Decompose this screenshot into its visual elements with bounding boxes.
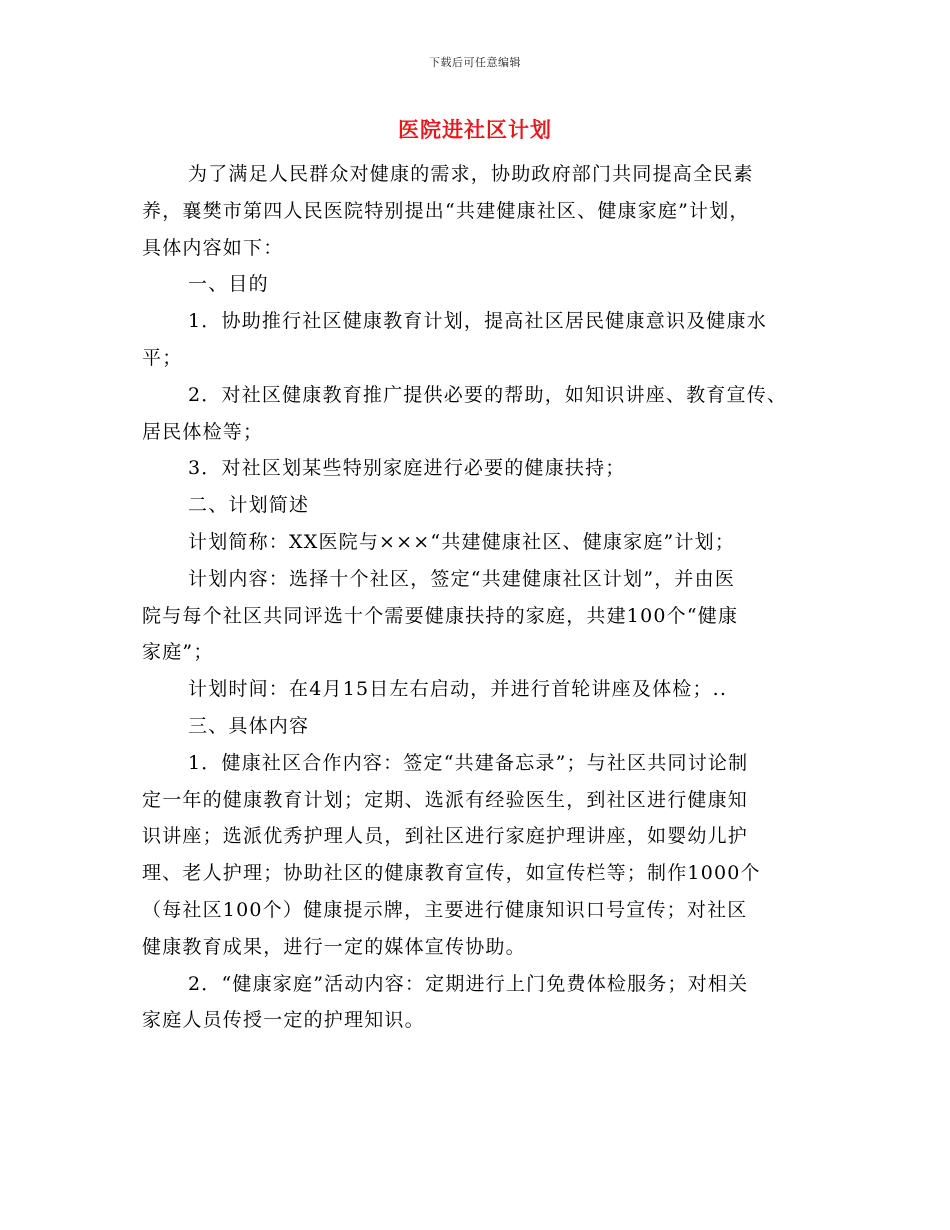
body-line: 计划时间：在4月15日左右启动，并进行首轮讲座及体检；.. [188, 678, 728, 701]
body-line: 居民体检等； [142, 420, 264, 443]
document-title: 医院进社区计划 [398, 117, 552, 142]
body-line: 家庭人员传授一定的护理知识。 [142, 1009, 425, 1032]
document-body [142, 156, 822, 1039]
body-line: 1．协助推行社区健康教育计划，提高社区居民健康意识及健康水 [188, 310, 767, 333]
body-line: 院与每个社区共同评选十个需要健康扶持的家庭，共建100个“健康 [142, 604, 739, 627]
body-line: 3．对社区划某些特别家庭进行必要的健康扶持； [188, 457, 626, 480]
body-line: 2．对社区健康教育推广提供必要的帮助，如知识讲座、教育宣传、 [188, 383, 788, 406]
body-line: 为了满足人民群众对健康的需求，协助政府部门共同提高全民素 [188, 163, 754, 185]
body-line: 1．健康社区合作内容：签定“共建备忘录”；与社区共同讨论制 [188, 751, 749, 774]
body-line: 平； [142, 346, 183, 369]
body-line: 定一年的健康教育计划；定期、选派有经验医生，到社区进行健康知 [142, 788, 749, 811]
body-line: 养，襄樊市第四人民医院特别提出“共建健康社区、健康家庭”计划， [142, 199, 750, 222]
section-heading: 三、具体内容 [188, 714, 310, 737]
body-line: 具体内容如下： [142, 236, 284, 259]
body-line: 计划简称：XX医院与×××“共建健康社区、健康家庭”计划； [188, 530, 736, 553]
body-line: 2．“健康家庭”活动内容：定期进行上门免费体检服务；对相关 [188, 972, 749, 995]
body-line: 健康教育成果，进行一定的媒体宣传协助。 [142, 935, 526, 958]
body-line: 识讲座；选派优秀护理人员，到社区进行家庭护理讲座，如婴幼儿护 [142, 825, 749, 848]
section-heading: 二、计划简述 [188, 494, 310, 517]
page-header: 下载后可任意编辑 [429, 56, 521, 69]
body-line: （每社区100个）健康提示牌，主要进行健康知识口号宣传；对社区 [142, 898, 748, 921]
section-heading: 一、目的 [188, 273, 269, 296]
body-line: 计划内容：选择十个社区，签定“共建健康社区计划”，并由医 [188, 567, 736, 590]
body-line: 家庭”； [142, 641, 214, 664]
body-line: 理、老人护理；协助社区的健康教育宣传，如宣传栏等；制作1000个 [142, 862, 761, 885]
